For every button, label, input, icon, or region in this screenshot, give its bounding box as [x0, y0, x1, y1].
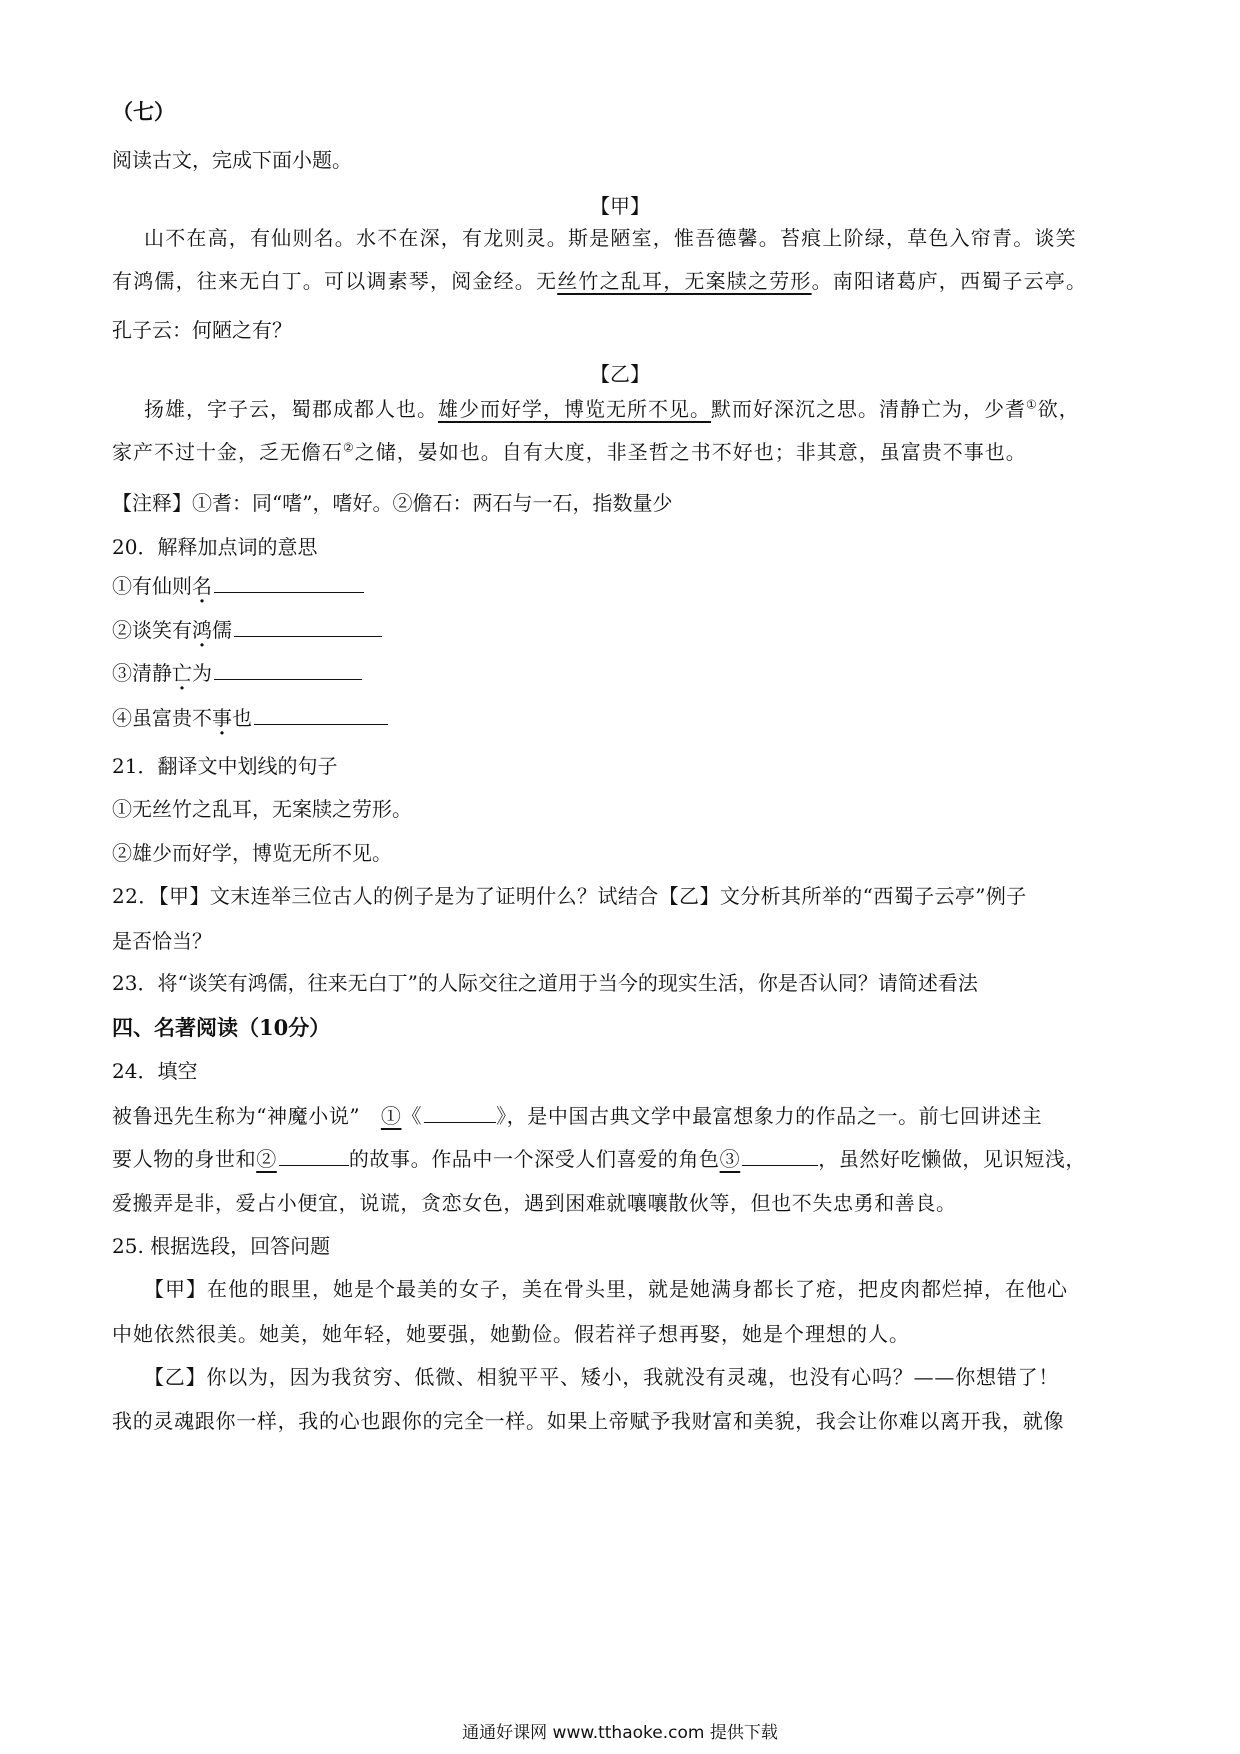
- question-22-line-1: 22．【甲】文末连举三位古人的例子是为了证明什么？试结合【乙】文分析其所举的“西蜀子云亭”例子: [112, 884, 1027, 908]
- underlined-sentence-yi: 雄少而好学，博览无所不见。: [438, 397, 711, 421]
- question-25-stem: 25. 根据选段，回答问题: [112, 1234, 331, 1258]
- dotted-word: 鸿: [192, 618, 212, 642]
- item-text: 也: [232, 706, 252, 730]
- passage-yi-line-2: [112, 436, 1027, 465]
- fill-text: 的故事。作品中一个深受人们喜爱的角色: [348, 1147, 720, 1171]
- passage-yi-text: 家产不过十金，乏无儋石: [112, 440, 343, 464]
- item-text: 为: [192, 661, 212, 685]
- question-21-item-1: ①无丝竹之乱耳，无案牍之劳形。: [112, 797, 412, 821]
- passage-jia-line-2: [112, 265, 1087, 294]
- question-24-stem: 24．填空: [112, 1059, 198, 1083]
- fill-text: 要人物的身世和: [112, 1147, 257, 1171]
- fill-text: 被鲁迅先生称为“神魔小说”: [112, 1104, 381, 1128]
- annotation-note: 【注释】①耆：同“嗜”，嗜好。②儋石：两石与一石，指数量少: [112, 491, 673, 515]
- passage-yi-text: 扬雄，字子云，蜀郡成都人也。: [144, 397, 438, 421]
- section-heading-four: 四、名著阅读（10分）: [112, 1015, 331, 1040]
- dotted-word: 名: [192, 574, 212, 598]
- answer-blank[interactable]: [254, 704, 388, 725]
- question-24-line-2: [112, 1143, 1086, 1172]
- passage-yi-text: 默而好深沉之思。清静亡为，少耆: [711, 397, 1026, 421]
- answer-blank-3[interactable]: [742, 1145, 818, 1166]
- passage-jia-text: 有鸿儒，往来无白丁。可以调素琴，阅金经。无: [112, 269, 558, 293]
- passage-jia-line-1: 山不在高，有仙则名。水不在深，有龙则灵。斯是陋室，惟吾德馨。苔痕上阶绿，草色入帘青。谈笑: [144, 226, 1077, 250]
- answer-blank[interactable]: [214, 572, 364, 593]
- fill-text: ，虽然好吃懒做，见识短浅，: [818, 1147, 1087, 1171]
- question-24-line-3: 爱搬弄是非，爱占小便宜，说谎，贪恋女色，遇到困难就嚷嚷散伙等，但也不失忠勇和善良。: [112, 1191, 957, 1215]
- item-text: ②谈笑有: [112, 618, 192, 642]
- question-20-stem: 20．解释加点词的意思: [112, 535, 318, 559]
- dotted-word: 亡: [172, 661, 192, 685]
- question-20-item-1: [112, 570, 364, 599]
- question-23: 23．将“谈笑有鸿儒，往来无白丁”的人际交往之道用于当今的现实生活，你是否认同？请简述看法: [112, 971, 978, 995]
- passage-yi-text: 之储，晏如也。自有大度，非圣哲之书不好也；非其意，虽富贵不事也。: [354, 440, 1027, 464]
- question-20-item-4: [112, 702, 388, 731]
- footnote-marker-1: ①: [1026, 397, 1038, 412]
- item-text: ③清静: [112, 661, 172, 685]
- fill-text: 《: [401, 1104, 423, 1128]
- answer-blank-1[interactable]: [424, 1102, 496, 1123]
- passage-yi-title: 【乙】: [590, 362, 650, 386]
- excerpt-jia-line-1: 【甲】在他的眼里，她是个最美的女子，美在骨头里，就是她满身都长了疮，把皮肉都烂掉，在他心: [144, 1277, 1068, 1301]
- blank-marker-3: ③: [719, 1147, 741, 1171]
- blank-marker-1: ①: [380, 1104, 402, 1128]
- answer-blank[interactable]: [214, 659, 362, 680]
- section-heading-seven: （七）: [112, 99, 175, 124]
- question-20-item-3: [112, 657, 362, 686]
- footnote-marker-2: ②: [343, 440, 355, 455]
- dotted-word: 事: [212, 706, 232, 730]
- excerpt-yi-line-1: 【乙】你以为，因为我贫穷、低微、相貌平平、矮小，我就没有灵魂，也没有心吗？——你想错了！: [144, 1365, 1060, 1389]
- excerpt-yi-line-2: 我的灵魂跟你一样，我的心也跟你的完全一样。如果上帝赋予我财富和美貌，我会让你难以离开我，就像: [112, 1409, 1065, 1433]
- passage-yi-text: 欲，: [1037, 397, 1080, 421]
- item-text: ④虽富贵不: [112, 706, 212, 730]
- question-24-line-1: [112, 1100, 1042, 1129]
- underlined-sentence-jia: 丝竹之乱耳，无案牍之劳形: [557, 269, 812, 293]
- fill-text: 》，是中国古典文学中最富想象力的作品之一。前七回讲述主: [496, 1104, 1043, 1128]
- question-20-item-2: [112, 614, 382, 643]
- footer-source: 通通好课网 www.tthaoke.com 提供下载: [462, 1723, 778, 1743]
- passage-jia-title: 【甲】: [590, 194, 650, 218]
- item-text: 儒: [212, 618, 232, 642]
- question-21-item-2: ②雄少而好学，博览无所不见。: [112, 841, 392, 865]
- excerpt-jia-line-2: 中她依然很美。她美，她年轻，她要强，她勤俭。假若祥子想再娶，她是个理想的人。: [112, 1322, 910, 1346]
- question-22-line-2: 是否恰当？: [112, 929, 212, 953]
- item-text: ①有仙则: [112, 574, 192, 598]
- question-21-stem: 21．翻译文中划线的句子: [112, 754, 338, 778]
- blank-marker-2: ②: [256, 1147, 277, 1171]
- answer-blank[interactable]: [234, 616, 382, 637]
- instruction-text: 阅读古文，完成下面小题。: [112, 148, 352, 172]
- passage-jia-text: 。南阳诸葛庐，西蜀子云亭。: [811, 269, 1088, 293]
- passage-yi-line-1: [144, 393, 1080, 422]
- passage-jia-line-3: 孔子云：何陋之有？: [112, 318, 292, 342]
- answer-blank-2[interactable]: [279, 1145, 349, 1166]
